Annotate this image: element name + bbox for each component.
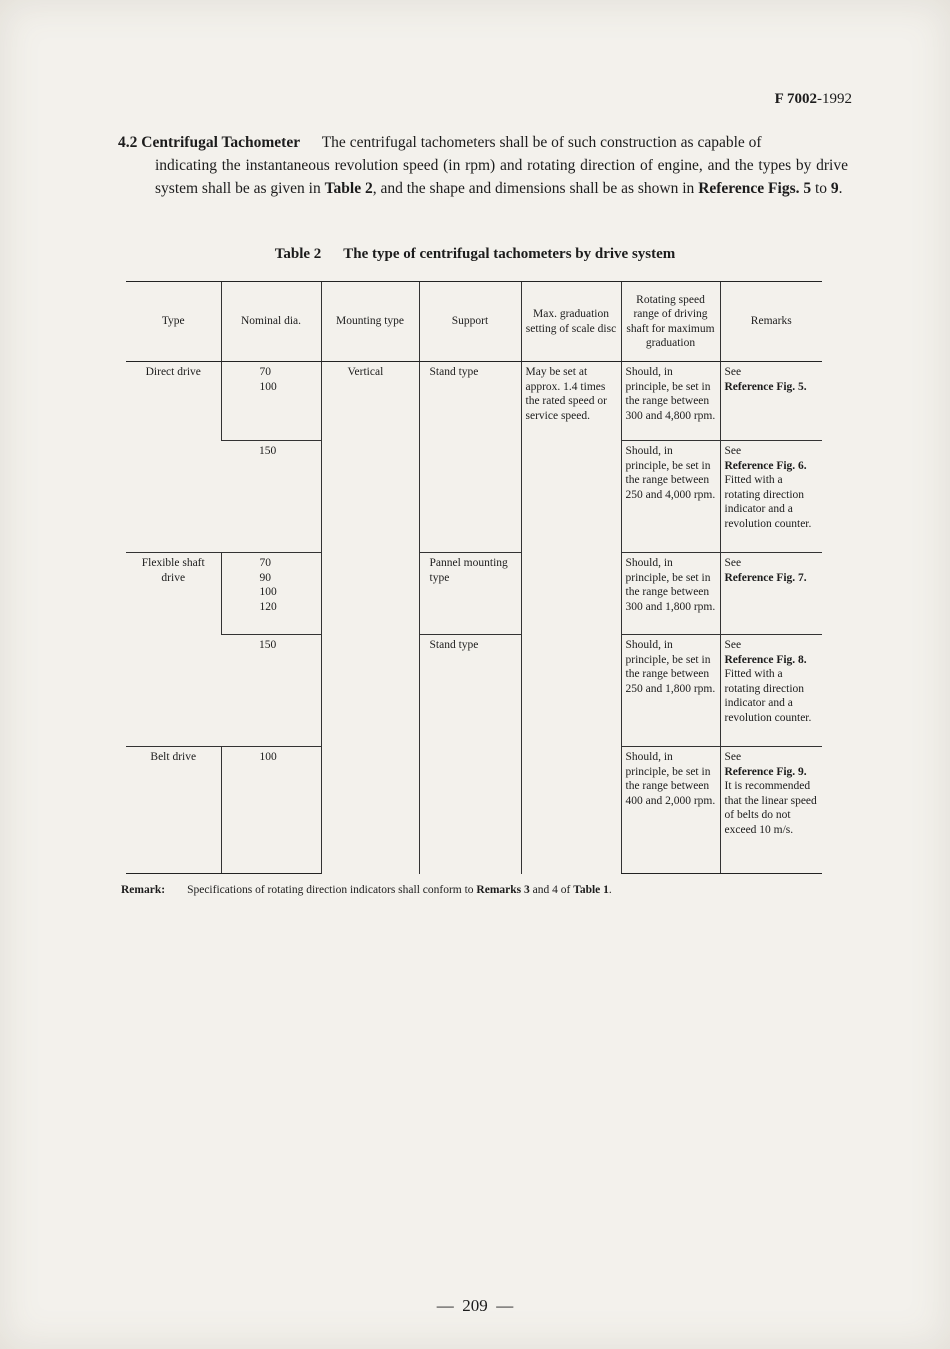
- speed-range-cell: Should, in principle, be set in the range between 250 and 1,800 rpm.: [621, 635, 720, 747]
- type-cell: Belt drive: [126, 747, 221, 874]
- section-text-1: The centrifugal tachometers shall be of such construction as capable of: [321, 134, 762, 151]
- tachometer-table: [126, 281, 822, 874]
- graduation-cell: May be set at approx. 1.4 times the rated speed or service speed.: [521, 362, 621, 874]
- mounting-type-cell: Vertical: [321, 362, 419, 874]
- support-cell: Stand type: [419, 362, 521, 553]
- support-cell: Pannel mounting type: [419, 553, 521, 635]
- table-row: [126, 553, 822, 635]
- section-title: Centrifugal Tachometer: [141, 134, 301, 151]
- speed-range-cell: Should, in principle, be set in the range between 400 and 2,000 rpm.: [621, 747, 720, 874]
- table-remark: Remark: Specifications of rotating direction indicators shall conform to Remarks 3 and 4 of Table 1.: [121, 884, 612, 896]
- support-cell: Stand type: [419, 635, 521, 874]
- remarks-cell: See Reference Fig. 6. Fitted with a rotating direction indicator and a revolution counter.: [720, 441, 822, 553]
- col-header: Nominal dia.: [221, 282, 321, 362]
- table-row: [126, 362, 822, 441]
- document-code: F 7002-1992: [774, 91, 852, 107]
- nominal-dia-cell: 70 100: [221, 362, 321, 441]
- table-row: [126, 635, 822, 747]
- nominal-dia-cell: 100: [221, 747, 321, 874]
- remarks-cell: See Reference Fig. 9. It is recommended that the linear speed of belts do not exceed 10 m/s.: [720, 747, 822, 874]
- nominal-dia-cell: 70 90 100 120: [221, 553, 321, 635]
- table-caption: Table 2 The type of centrifugal tachometers by drive system: [274, 246, 676, 262]
- col-header: Max. graduation setting of scale disc: [521, 282, 621, 362]
- col-header: Remarks: [720, 282, 822, 362]
- speed-range-cell: Should, in principle, be set in the range between 300 and 4,800 rpm.: [621, 362, 720, 441]
- col-header: Mounting type: [321, 282, 419, 362]
- remarks-cell: See Reference Fig. 8. Fitted with a rotating direction indicator and a revolution counter.: [720, 635, 822, 747]
- speed-range-cell: Should, in principle, be set in the range between 250 and 4,000 rpm.: [621, 441, 720, 553]
- nominal-dia-cell: 150: [221, 635, 321, 747]
- section-4-2: [118, 131, 848, 200]
- type-cell: Direct drive: [126, 362, 221, 553]
- col-header: Type: [126, 282, 221, 362]
- type-cell: Flexible shaft drive: [126, 553, 221, 747]
- col-header: Support: [419, 282, 521, 362]
- remarks-cell: See Reference Fig. 5.: [720, 362, 822, 441]
- section-continuation: indicating the instantaneous revolution speed (in rpm) and rotating direction of engine, and the types by drive system shall be as given in Table 2, and the shape and dimensions shall be as shown in Reference Figs. 5 to 9.: [155, 157, 848, 197]
- table-header-row: [126, 282, 822, 362]
- page-number: — 209 —: [436, 1296, 514, 1315]
- remarks-cell: See Reference Fig. 7.: [720, 553, 822, 635]
- nominal-dia-cell: 150: [221, 441, 321, 553]
- section-number: 4.2: [118, 134, 138, 151]
- speed-range-cell: Should, in principle, be set in the range between 300 and 1,800 rpm.: [621, 553, 720, 635]
- col-header: Rotating speed range of driving shaft for maximum graduation: [621, 282, 720, 362]
